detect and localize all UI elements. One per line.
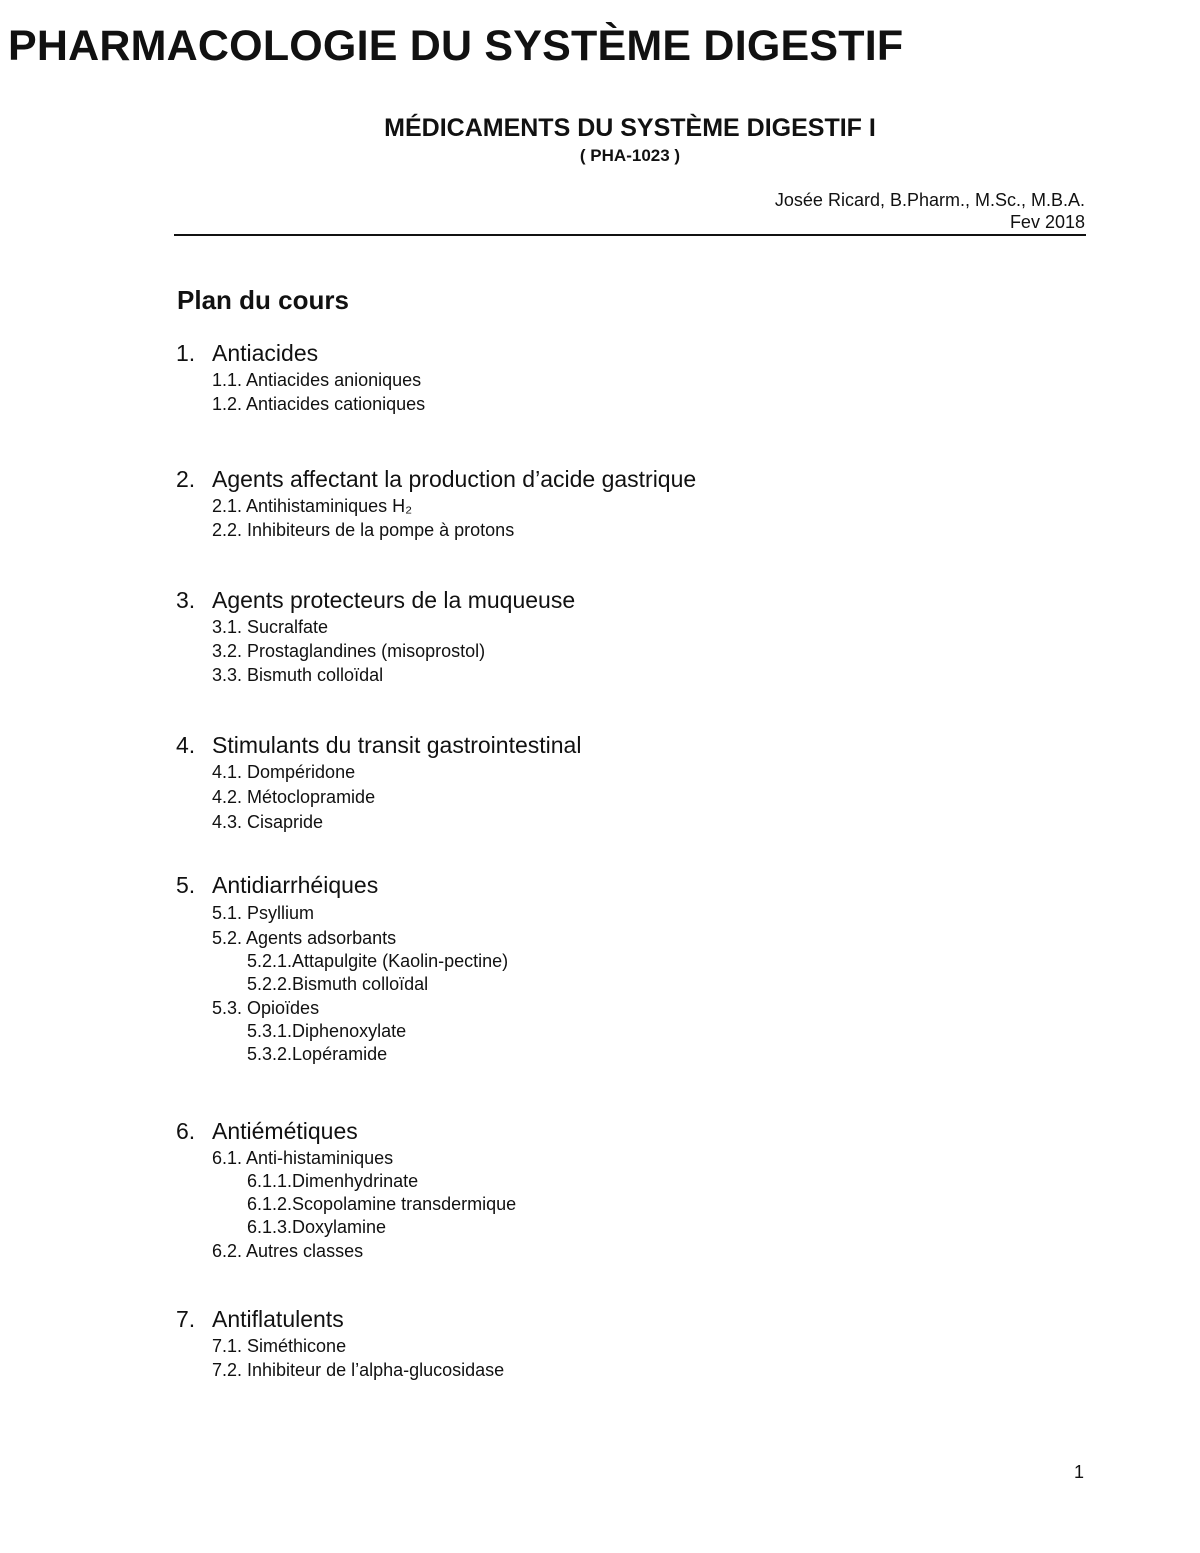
list-item: 7.1. Siméthicone (212, 1336, 347, 1356)
list-subitem: 6.1.2.Scopolamine transdermique (247, 1194, 517, 1214)
section-title (176, 585, 575, 615)
section-title (176, 1116, 516, 1146)
list-item: 6.2. Autres classes (212, 1241, 364, 1261)
header-divider (174, 234, 1086, 236)
section-label: Agents protecteurs de la muqueuse (212, 587, 576, 613)
document-title: PHARMACOLOGIE DU SYSTÈME DIGESTIF (8, 22, 904, 70)
list-item: 6.1. Anti-histaminiques (212, 1148, 394, 1168)
list-item: 2.1. Antihistaminiques H₂ (212, 496, 413, 516)
list-item: 2.2. Inhibiteurs de la pompe à protons (212, 520, 515, 540)
section-antiacides (176, 338, 425, 416)
section-stimulants-transit (176, 730, 581, 835)
list-item: 4.3. Cisapride (212, 812, 324, 832)
list-item: 1.1. Antiacides anioniques (212, 370, 422, 390)
list-subitem: 5.3.1.Diphenoxylate (247, 1021, 407, 1041)
section-label: Agents affectant la production d’acide gastrique (212, 466, 697, 492)
list-item: 3.1. Sucralfate (212, 617, 329, 637)
list-item: 4.1. Dompéridone (212, 762, 356, 782)
section-label: Antiacides (212, 340, 319, 366)
plan-title: Plan du cours (177, 285, 349, 315)
list-item: 1.2. Antiacides cationiques (212, 394, 426, 414)
section-title (176, 1304, 504, 1334)
section-title (176, 870, 508, 900)
section-title (176, 730, 581, 760)
section-number: 2. (176, 466, 196, 492)
section-number: 3. (176, 587, 196, 613)
list-item: 3.3. Bismuth colloïdal (212, 665, 384, 685)
list-subitem: 6.1.3.Doxylamine (247, 1217, 387, 1237)
list-item: 5.3. Opioïdes (212, 998, 320, 1018)
course-code: ( PHA-1023 ) (579, 146, 681, 165)
list-item: 3.2. Prostaglandines (misoprostol) (212, 641, 486, 661)
list-subitem: 5.2.2.Bismuth colloïdal (247, 974, 429, 994)
section-acide-gastrique (176, 464, 696, 542)
section-title (176, 338, 425, 368)
section-protecteurs-muqueuse (176, 585, 575, 687)
list-subitem: 5.3.2.Lopéramide (247, 1044, 388, 1064)
section-number: 6. (176, 1118, 196, 1144)
document-date: Fev 2018 (1009, 212, 1085, 232)
section-antiflatulents (176, 1304, 504, 1382)
section-label: Stimulants du transit gastrointestinal (212, 732, 582, 758)
page-number: 1 (1074, 1462, 1085, 1482)
section-label: Antidiarrhéiques (212, 872, 379, 898)
section-title (176, 464, 696, 494)
list-item: 4.2. Métoclopramide (212, 787, 376, 807)
section-label: Antiflatulents (212, 1306, 344, 1332)
list-subitem: 6.1.1.Dimenhydrinate (247, 1171, 419, 1191)
section-antiemetiques (176, 1116, 516, 1263)
list-subitem: 5.2.1.Attapulgite (Kaolin-pectine) (247, 951, 509, 971)
section-number: 5. (176, 872, 196, 898)
section-number: 7. (176, 1306, 196, 1332)
author-block (775, 189, 1085, 233)
section-number: 1. (176, 340, 196, 366)
list-item: 7.2. Inhibiteur de l’alpha-glucosidase (212, 1360, 505, 1380)
section-antidiarrheiques (176, 870, 508, 1066)
section-number: 4. (176, 732, 196, 758)
list-item: 5.2. Agents adsorbants (212, 928, 397, 948)
document-subtitle: MÉDICAMENTS DU SYSTÈME DIGESTIF I (384, 114, 876, 142)
list-item: 5.1. Psyllium (212, 903, 315, 923)
author-name: Josée Ricard, B.Pharm., M.Sc., M.B.A. (774, 190, 1085, 210)
section-label: Antiémétiques (212, 1118, 358, 1144)
